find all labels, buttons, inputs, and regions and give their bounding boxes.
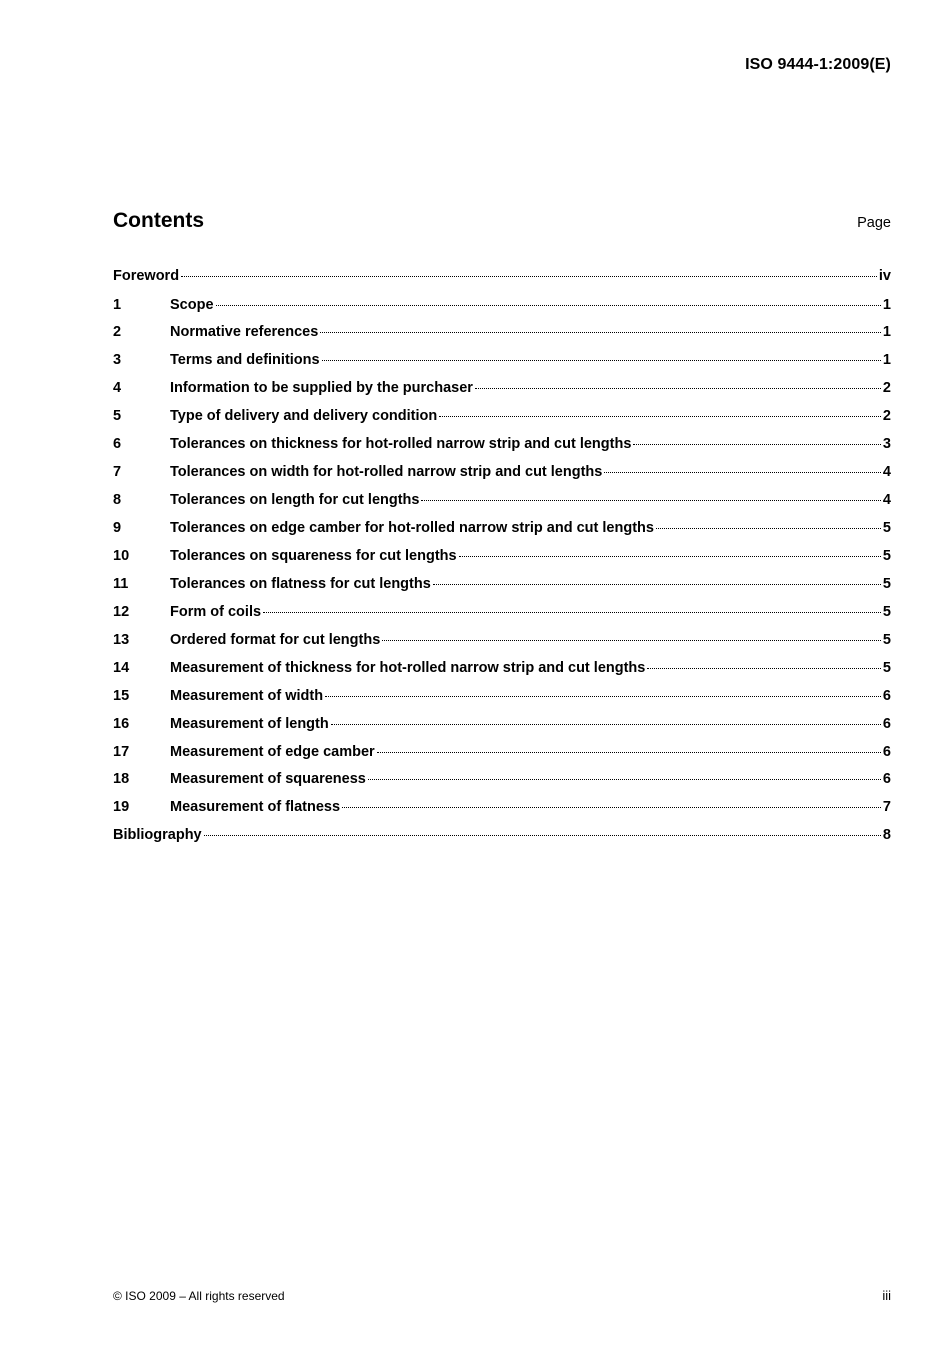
toc-entry-title: Tolerances on squareness for cut lengths xyxy=(170,547,457,564)
dot-leader xyxy=(433,584,881,585)
toc-entry[interactable] xyxy=(113,464,891,492)
toc-entry-page: 1 xyxy=(882,296,891,313)
toc-entry-page: 5 xyxy=(882,575,891,592)
toc-entry-number: 9 xyxy=(113,520,122,536)
toc-entry-title: Foreword xyxy=(113,268,180,284)
toc-entry-page: 6 xyxy=(882,687,891,704)
dot-leader xyxy=(325,696,881,697)
toc-entry[interactable] xyxy=(113,548,891,576)
dot-leader xyxy=(656,528,881,529)
toc-entry-page: 3 xyxy=(882,436,891,453)
dot-leader xyxy=(459,556,881,557)
toc-entry-title: Tolerances on edge camber for hot-rolled narrow strip and cut lengths xyxy=(170,520,654,536)
toc-entry-page: 1 xyxy=(882,352,891,369)
toc-entry-title: Measurement of length xyxy=(170,715,329,732)
toc-entry-page: 5 xyxy=(882,659,891,676)
contents-title: Contents xyxy=(113,209,204,232)
document-id: ISO 9444-1:2009(E) xyxy=(745,56,891,73)
toc-entry-title: Type of delivery and delivery condition xyxy=(170,408,438,425)
dot-leader xyxy=(382,640,881,641)
toc-entry-title: Measurement of width xyxy=(170,687,324,704)
toc-entry[interactable] xyxy=(113,436,891,464)
toc-entry-page: 1 xyxy=(882,324,891,341)
dot-leader xyxy=(633,444,881,445)
toc-entry-page: 4 xyxy=(882,464,891,481)
dot-leader xyxy=(181,276,877,277)
contents-heading-row xyxy=(113,209,891,233)
toc-entry-number: 14 xyxy=(113,659,130,676)
toc-entry-page: 5 xyxy=(882,520,891,536)
toc-entry[interactable] xyxy=(113,688,891,716)
dot-leader xyxy=(647,668,881,669)
toc-entry-number: 2 xyxy=(113,324,122,341)
toc-entry-number: 19 xyxy=(113,799,130,816)
dot-leader xyxy=(322,360,881,361)
toc-entry-number: 12 xyxy=(113,603,130,620)
toc-entry-title: Form of coils xyxy=(170,603,262,620)
table-of-contents xyxy=(113,268,891,855)
toc-entry[interactable] xyxy=(113,744,891,772)
toc-entry-page: 2 xyxy=(882,408,891,425)
toc-entry-page: 6 xyxy=(882,715,891,732)
toc-entry-title: Terms and definitions xyxy=(170,352,320,369)
dot-leader xyxy=(263,612,881,613)
dot-leader xyxy=(216,305,881,306)
dot-leader xyxy=(342,807,881,808)
toc-entry-title: Tolerances on flatness for cut lengths xyxy=(170,575,431,592)
toc-entry[interactable] xyxy=(113,520,891,548)
toc-entry[interactable] xyxy=(113,492,891,520)
toc-entry-title: Information to be supplied by the purchaser xyxy=(170,380,473,397)
toc-entry-title: Normative references xyxy=(170,324,319,341)
dot-leader xyxy=(331,724,881,725)
dot-leader xyxy=(421,500,880,501)
dot-leader xyxy=(204,835,881,836)
toc-entry-page: 6 xyxy=(882,743,891,760)
page-number: iii xyxy=(882,1288,891,1303)
toc-entry-title: Bibliography xyxy=(113,827,202,844)
toc-entry-page: 6 xyxy=(882,771,891,788)
copyright-notice: © ISO 2009 – All rights reserved xyxy=(113,1289,285,1303)
toc-entry-number: 6 xyxy=(113,436,122,453)
toc-entry-title: Measurement of edge camber xyxy=(170,743,375,760)
toc-entry-title: Tolerances on width for hot-rolled narrow strip and cut lengths xyxy=(170,464,603,481)
toc-entry-number: 7 xyxy=(113,464,122,481)
toc-entry-title: Scope xyxy=(170,296,214,313)
toc-entry-number: 11 xyxy=(113,575,129,592)
toc-entry-number: 17 xyxy=(113,743,130,760)
toc-entry[interactable] xyxy=(113,771,891,799)
page-column-label: Page xyxy=(857,215,891,231)
toc-entry[interactable] xyxy=(113,268,891,297)
toc-entry-number: 18 xyxy=(113,771,130,788)
dot-leader xyxy=(439,416,881,417)
toc-entry-number: 16 xyxy=(113,715,130,732)
toc-entry-title: Tolerances on length for cut lengths xyxy=(170,492,420,509)
toc-entry-page: 8 xyxy=(882,827,891,844)
toc-entry-page: 5 xyxy=(882,547,891,564)
toc-entry-title: Measurement of squareness xyxy=(170,771,366,788)
toc-entry-page: iv xyxy=(878,268,891,284)
toc-entry[interactable] xyxy=(113,297,891,325)
toc-entry-page: 7 xyxy=(882,799,891,816)
toc-entry[interactable] xyxy=(113,604,891,632)
dot-leader xyxy=(320,332,881,333)
toc-entry[interactable] xyxy=(113,716,891,744)
toc-entry[interactable] xyxy=(113,352,891,380)
dot-leader xyxy=(604,472,881,473)
toc-entry-title: Ordered format for cut lengths xyxy=(170,631,381,648)
dot-leader xyxy=(368,779,881,780)
toc-entry-page: 5 xyxy=(882,603,891,620)
toc-entry[interactable] xyxy=(113,576,891,604)
toc-entry-title: Measurement of flatness xyxy=(170,799,341,816)
toc-entry[interactable] xyxy=(113,660,891,688)
toc-entry[interactable] xyxy=(113,632,891,660)
toc-entry-title: Tolerances on thickness for hot-rolled narrow strip and cut lengths xyxy=(170,436,632,453)
toc-entry[interactable] xyxy=(113,799,891,827)
dot-leader xyxy=(475,388,881,389)
toc-entry-number: 8 xyxy=(113,492,122,509)
toc-entry-page: 5 xyxy=(882,631,891,648)
toc-entry[interactable] xyxy=(113,380,891,408)
toc-entry-number: 4 xyxy=(113,380,122,397)
toc-entry-number: 10 xyxy=(113,547,130,564)
toc-entry-page: 2 xyxy=(882,380,891,397)
toc-entry-page: 4 xyxy=(882,492,891,509)
dot-leader xyxy=(377,752,881,753)
toc-entry-number: 5 xyxy=(113,408,122,425)
toc-entry-number: 13 xyxy=(113,631,130,648)
toc-entry-title: Measurement of thickness for hot-rolled narrow strip and cut lengths xyxy=(170,659,646,676)
toc-entry-number: 3 xyxy=(113,352,122,369)
toc-entry[interactable] xyxy=(113,827,891,855)
toc-entry-number: 1 xyxy=(113,296,122,313)
toc-entry[interactable] xyxy=(113,408,891,436)
toc-entry-number: 15 xyxy=(113,687,130,704)
toc-entry[interactable] xyxy=(113,324,891,352)
